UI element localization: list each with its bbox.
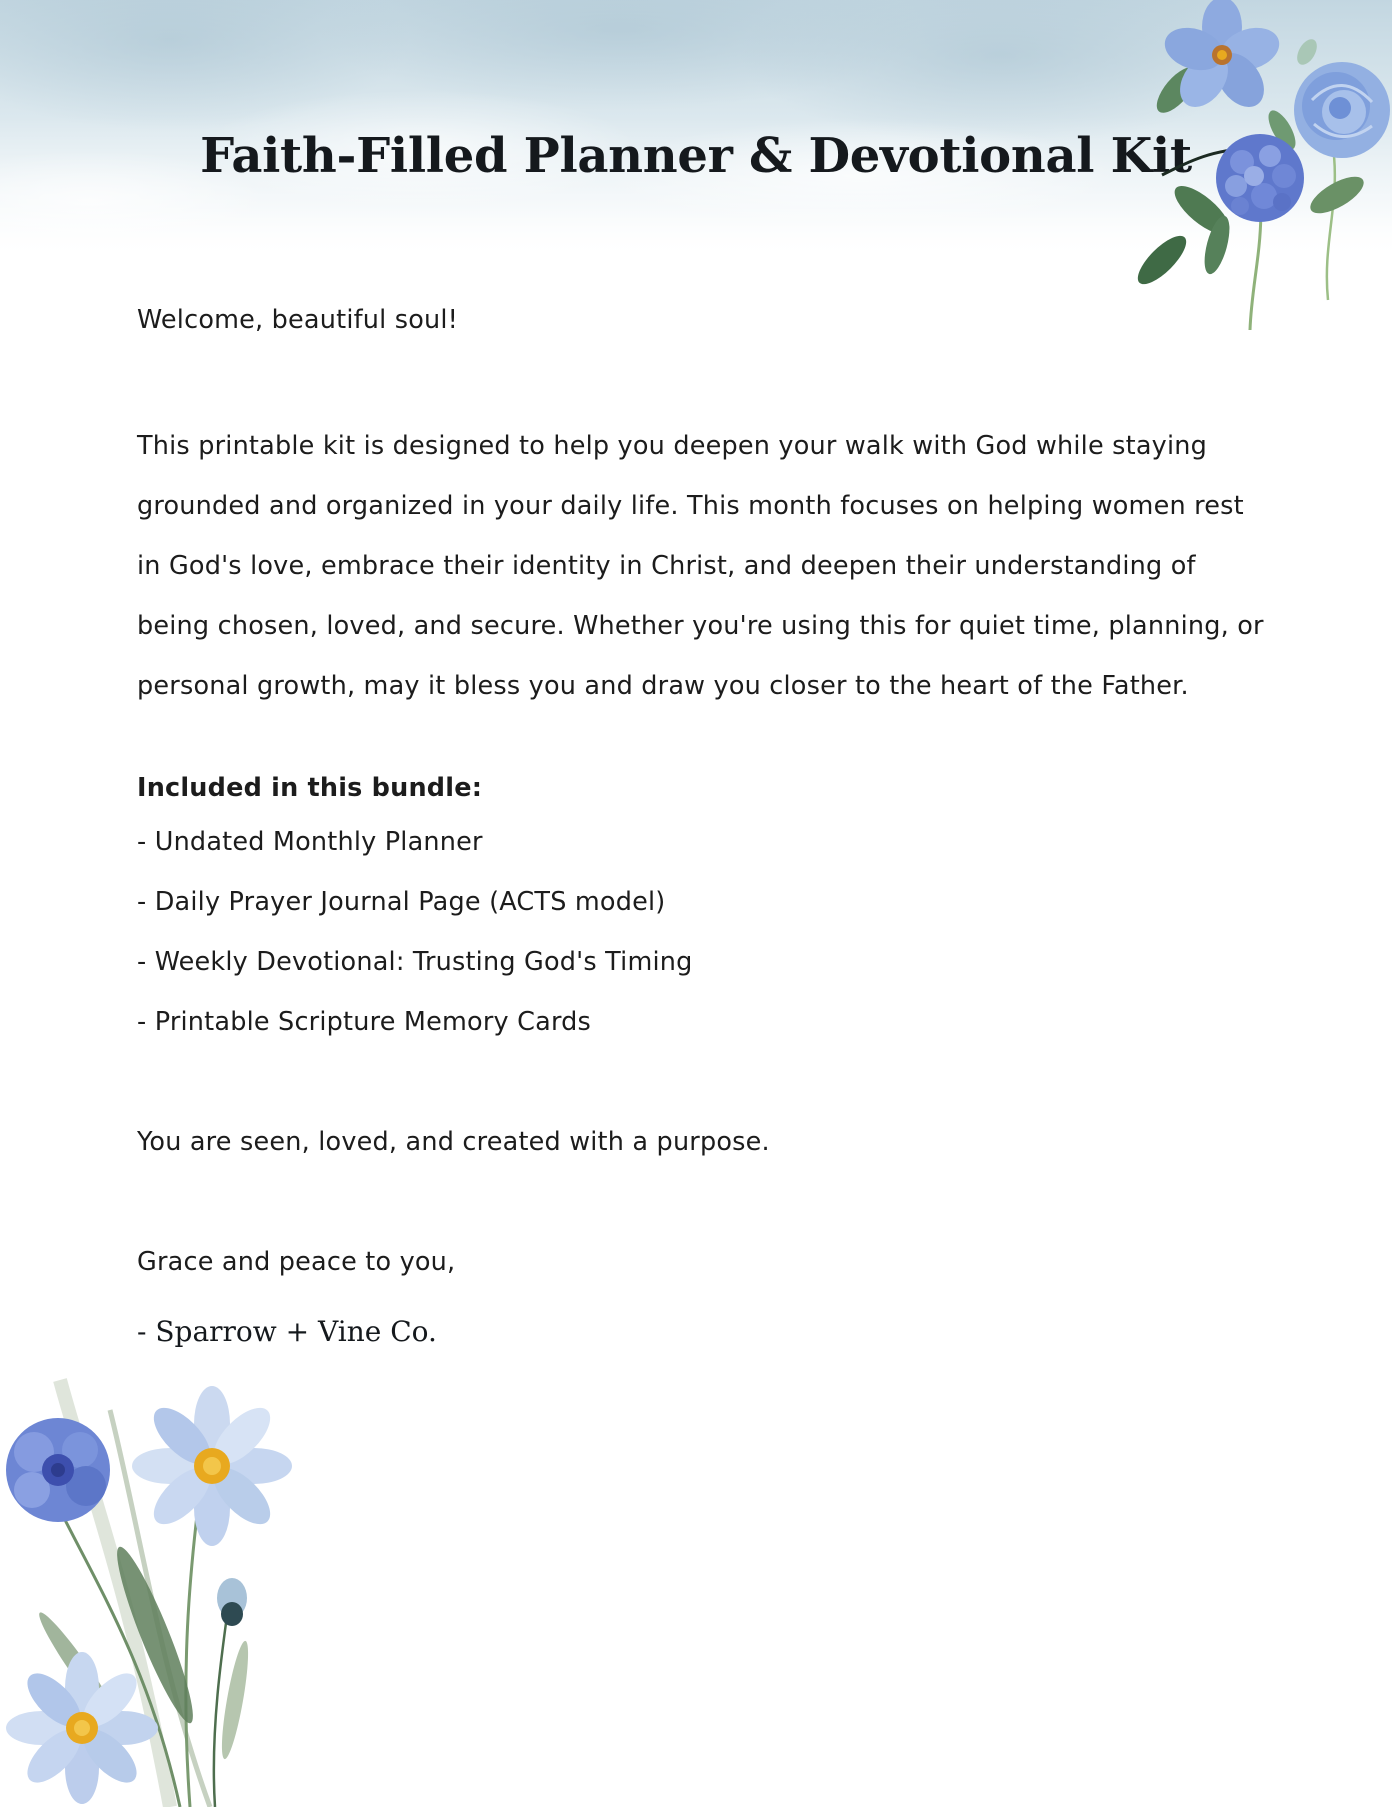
page-title: Faith-Filled Planner & Devotional Kit [200, 128, 1192, 184]
intro-line: grounded and organized in your daily life. This month focuses on helping women rest [137, 491, 1244, 521]
intro-line: personal growth, may it bless you and draw you closer to the heart of the Father. [137, 671, 1189, 701]
closing-text: Grace and peace to you, [137, 1247, 456, 1277]
bundle-heading: Included in this bundle: [137, 773, 483, 803]
floral-cluster-bottom-left [0, 1370, 320, 1807]
intro-paragraph [137, 416, 1317, 716]
bundle-item: - Weekly Devotional: Trusting God's Timing [137, 947, 693, 977]
bundle-item: - Printable Scripture Memory Cards [137, 1007, 592, 1037]
intro-line: in God's love, embrace their identity in Christ, and deepen their understanding of [137, 551, 1196, 581]
intro-line: This printable kit is designed to help you deepen your walk with God while staying [137, 431, 1207, 461]
intro-line: being chosen, loved, and secure. Whether you're using this for quiet time, planning, or [137, 611, 1264, 641]
affirmation-text: You are seen, loved, and created with a purpose. [137, 1127, 770, 1157]
signature: - Sparrow + Vine Co. [137, 1315, 437, 1348]
greeting: Welcome, beautiful soul! [137, 305, 459, 335]
floral-bouquet-top-right [1132, 0, 1392, 340]
letter-body [137, 296, 1317, 1356]
bundle-list [137, 812, 1317, 1052]
bundle-item: - Undated Monthly Planner [137, 827, 483, 857]
bundle-item: - Daily Prayer Journal Page (ACTS model) [137, 887, 666, 917]
